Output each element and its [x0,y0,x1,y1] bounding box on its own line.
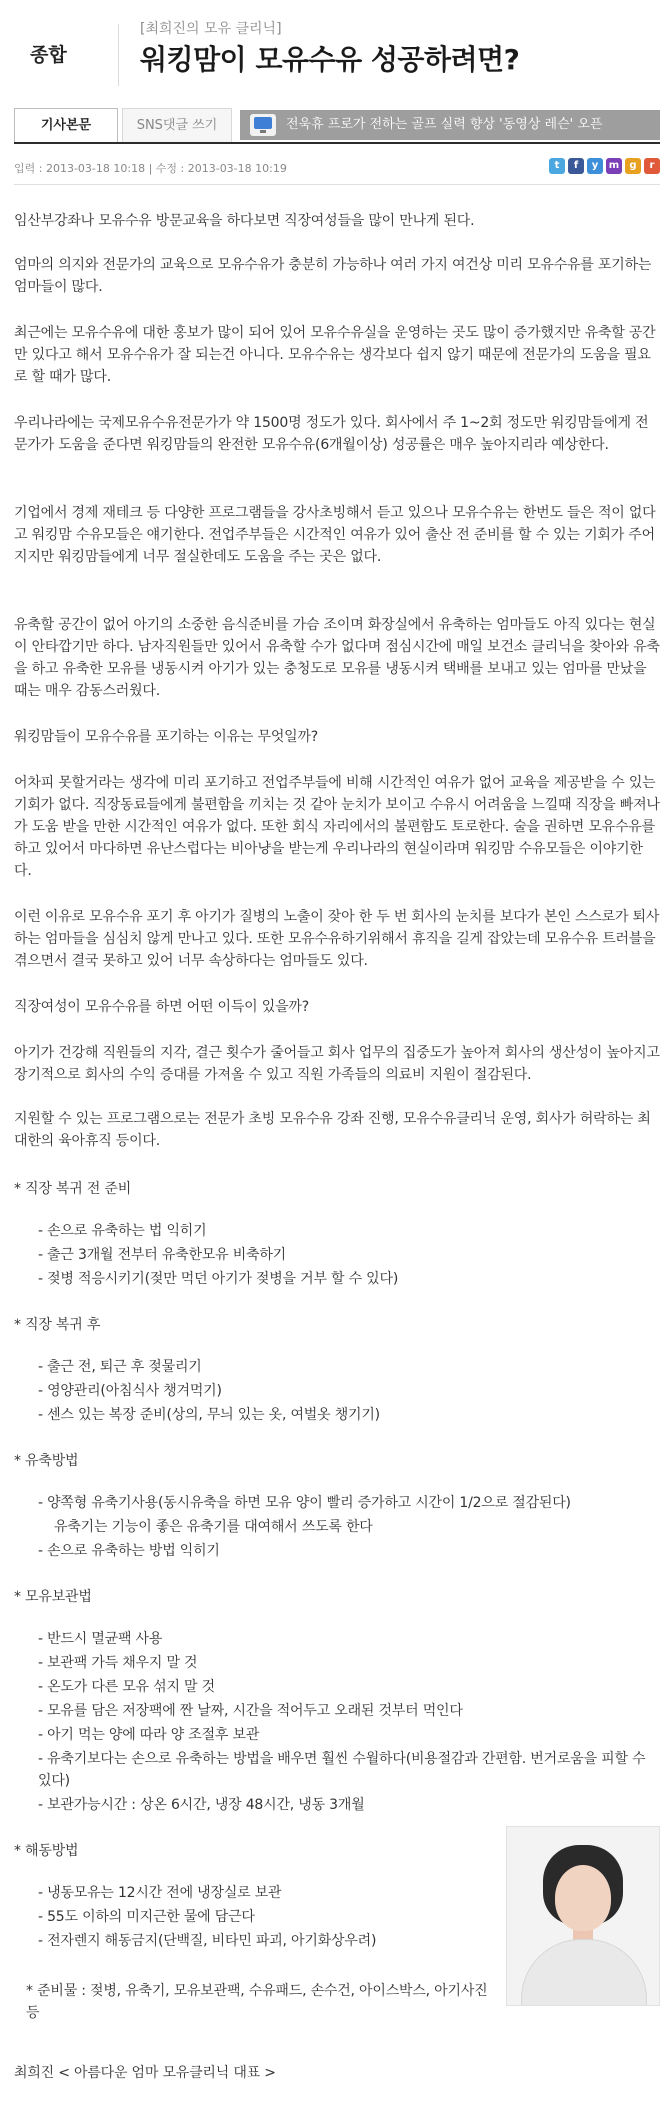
paragraph: 어차피 못할거라는 생각에 미리 포기하고 전업주부들에 비해 시간적인 여유가 없어 교육을 제공받을 수 있는 기회가 없다. 직장동료들에게 불편함을 끼치는 것 같아 눈치가 보이고 수유시 어려움을 느낄때 직장을 빠져나가 도움 받을 만한 시간적인 여유가 없다. 또한 회식 자리에서의 불편함도 토로한다. 술을 권하면 모유수유를 하고 있어서 마다하면 유난스럽다는 비아냥을 받는게 우리나라의 현실이라며 워킹맘 수유모들은 이야기한다. [14,775,660,879]
paragraph: 우리나라에는 국제모유수유전문가가 약 1500명 정도가 있다. 회사에서 주 1~2회 정도만 워킹맘들에게 전문가가 도움을 준다면 워킹맘들의 완전한 모유수유(6개월이상) 성공률은 매우 높아지리라 예상한다. [14,415,649,453]
section-heading: * 직장 복귀 전 준비 [14,1181,132,1197]
list-item: - 손으로 유축하는 법 익히기 [38,1223,207,1239]
promo-banner[interactable] [240,110,660,140]
section-heading: * 직장 복귀 후 [14,1317,101,1333]
paragraph: 임산부강좌나 모유수유 방문교육을 하다보면 직장여성들을 많이 만나게 된다. [14,213,475,229]
byline: 최희진 < 아름다운 엄마 모유클리닉 대표 > [14,2065,276,2081]
list-item: - 출근 전, 퇴근 후 젖물리기 [38,1359,202,1375]
twitter-share-icon[interactable]: t [549,158,565,174]
paragraph: 최근에는 모유수유에 대한 홍보가 많이 되어 있어 모유수유실을 운영하는 곳도 많이 증가했지만 유축할 공간만 있다고 해서 모유수유가 잘 되는건 아니다. 모유수유는 생각보다 쉽지 않기 때문에 전문가의 도움을 필요로 할 때가 많다. [14,325,656,385]
list-item: - 양쪽형 유축기사용(동시유축을 하면 모유 양이 빨리 증가하고 시간이 1/2으로 절감된다) [38,1495,571,1511]
list-item: - 젖병 적응시키기(젖만 먹던 아기가 젖병을 거부 할 수 있다) [38,1271,399,1287]
yozm-share-icon[interactable]: y [587,158,603,174]
share-buttons [549,158,660,176]
list-item: - 아기 먹는 양에 따라 양 조절후 보관 [38,1727,260,1743]
list-item: - 55도 이하의 미지근한 물에 담근다 [38,1909,255,1925]
list-item: - 보관팩 가득 채우지 말 것 [38,1655,198,1671]
page-title: 워킹맘이 모유수유 성공하려면? [140,43,520,76]
tv-icon [250,114,276,136]
list-item: - 유축기보다는 손으로 유축하는 방법을 배우면 훨씬 수월하다(비용절감과 간편함. 번거로움을 피할 수 있다) [38,1751,646,1789]
list-item: - 냉동모유는 12시간 전에 냉장실로 보관 [38,1885,282,1901]
paragraph: 지원할 수 있는 프로그램으로는 전문가 초빙 모유수유 강좌 진행, 모유수유클리닉 운영, 회사가 허락하는 최대한의 육아휴직 등이다. [14,1111,651,1149]
supplies-note: * 준비물 : 젖병, 유축기, 모유보관팩, 수유패드, 손수건, 아이스박스, 아기사진 등 [26,1983,488,2021]
header-divider [118,24,119,86]
list-item: - 전자렌지 해동금지(단백질, 비타민 파괴, 아기화상우려) [38,1933,377,1949]
list-item: - 센스 있는 복장 준비(상의, 무늬 있는 옷, 여벌옷 챙기기) [38,1407,380,1423]
paragraph: 유축할 공간이 없어 아기의 소중한 음식준비를 가슴 조이며 화장실에서 유축하는 엄마들도 아직 있다는 현실이 안타깝기만 하다. 남자직원들만 있어서 유축할 수가 없다며 점심시간에 매일 보건소 클리닉을 찾아와 유축을 하고 유축한 모유를 냉동시켜 아기가 있는 충청도로 모유를 냉동시켜 택배를 보내고 있는 엄마를 만났을 때는 매우 감동스러웠다. [14,617,660,699]
article-tabs [14,108,660,144]
list-item: - 손으로 유축하는 방법 익히기 [38,1543,220,1559]
paragraph: 이런 이유로 모유수유 포기 후 아기가 질병의 노출이 잦아 한 두 번 회사의 눈치를 보다가 본인 스스로가 퇴사하는 엄마들을 심심치 않게 만나고 있다. 또한 모유수유하기위해서 휴직을 길게 잡았는데 모유수유 트러블을 겪으면서 결국 못하고 있어 너무 속상하다는 엄마들도 있다. [14,909,660,969]
header-rule [14,184,660,185]
list-item: 유축기는 기능이 좋은 유축기를 대여해서 쓰도록 한다 [54,1519,373,1535]
facebook-share-icon[interactable]: f [568,158,584,174]
tab-article-body[interactable]: 기사본문 [14,108,118,142]
author-photo [506,1826,660,2006]
series-tag: [최희진의 모유 클리닉] [140,21,282,37]
paragraph: 워킹맘들이 모유수유를 포기하는 이유는 무엇일까? [14,729,319,745]
list-item: - 영양관리(아침식사 챙겨먹기) [38,1383,222,1399]
section-label[interactable]: 종합 [30,44,67,66]
list-item: - 보관가능시간 : 상온 6시간, 냉장 48시간, 냉동 3개월 [38,1797,365,1813]
section-heading: * 유축방법 [14,1453,79,1469]
rss-share-icon[interactable]: r [644,158,660,174]
section-heading: * 모유보관법 [14,1589,92,1605]
tab-sns-comment[interactable]: SNS댓글 쓰기 [122,108,232,142]
article-dates: 입력 : 2013-03-18 10:18 | 수정 : 2013-03-18 10:19 [14,162,287,175]
google-share-icon[interactable]: g [625,158,641,174]
paragraph: 아기가 건강해 직원들의 지각, 결근 횟수가 줄어들고 회사 업무의 집중도가 높아져 회사의 생산성이 높아지고 장기적으로 회사의 수익 증대를 가져올 수 있고 직원 가족들의 의료비 지원이 절감된다. [14,1045,660,1083]
me2day-share-icon[interactable]: m [606,158,622,174]
paragraph: 기업에서 경제 재테크 등 다양한 프로그램들을 강사초빙해서 듣고 있으나 모유수유는 한번도 들은 적이 없다고 워킹맘 수유모들은 얘기한다. 전업주부들은 시간적인 여유가 있어 출산 전 준비를 할 수 있는 기회가 주어지지만 워킹맘들에게 너무 절실한데도 도움을 주는 곳은 없다. [14,505,656,565]
list-item: - 모유를 담은 저장팩에 짠 날짜, 시간을 적어두고 오래된 것부터 먹인다 [38,1703,463,1719]
list-item: - 반드시 멸균팩 사용 [38,1631,163,1647]
list-item: - 출근 3개월 전부터 유축한모유 비축하기 [38,1247,286,1263]
list-item: - 온도가 다른 모유 섞지 말 것 [38,1679,215,1695]
paragraph: 엄마의 의지와 전문가의 교육으로 모유수유가 충분히 가능하나 여러 가지 여건상 미리 모유수유를 포기하는 엄마들이 많다. [14,257,652,295]
section-heading: * 해동방법 [14,1843,79,1859]
author-photo-face [555,1865,611,1931]
paragraph: 직장여성이 모유수유를 하면 어떤 이득이 있을까? [14,999,309,1015]
author-photo-shoulders [521,1939,647,2006]
promo-text: 전욱휴 프로가 전하는 골프 실력 향상 '동영상 레슨' 오픈 [286,117,603,132]
article-header [0,0,672,110]
